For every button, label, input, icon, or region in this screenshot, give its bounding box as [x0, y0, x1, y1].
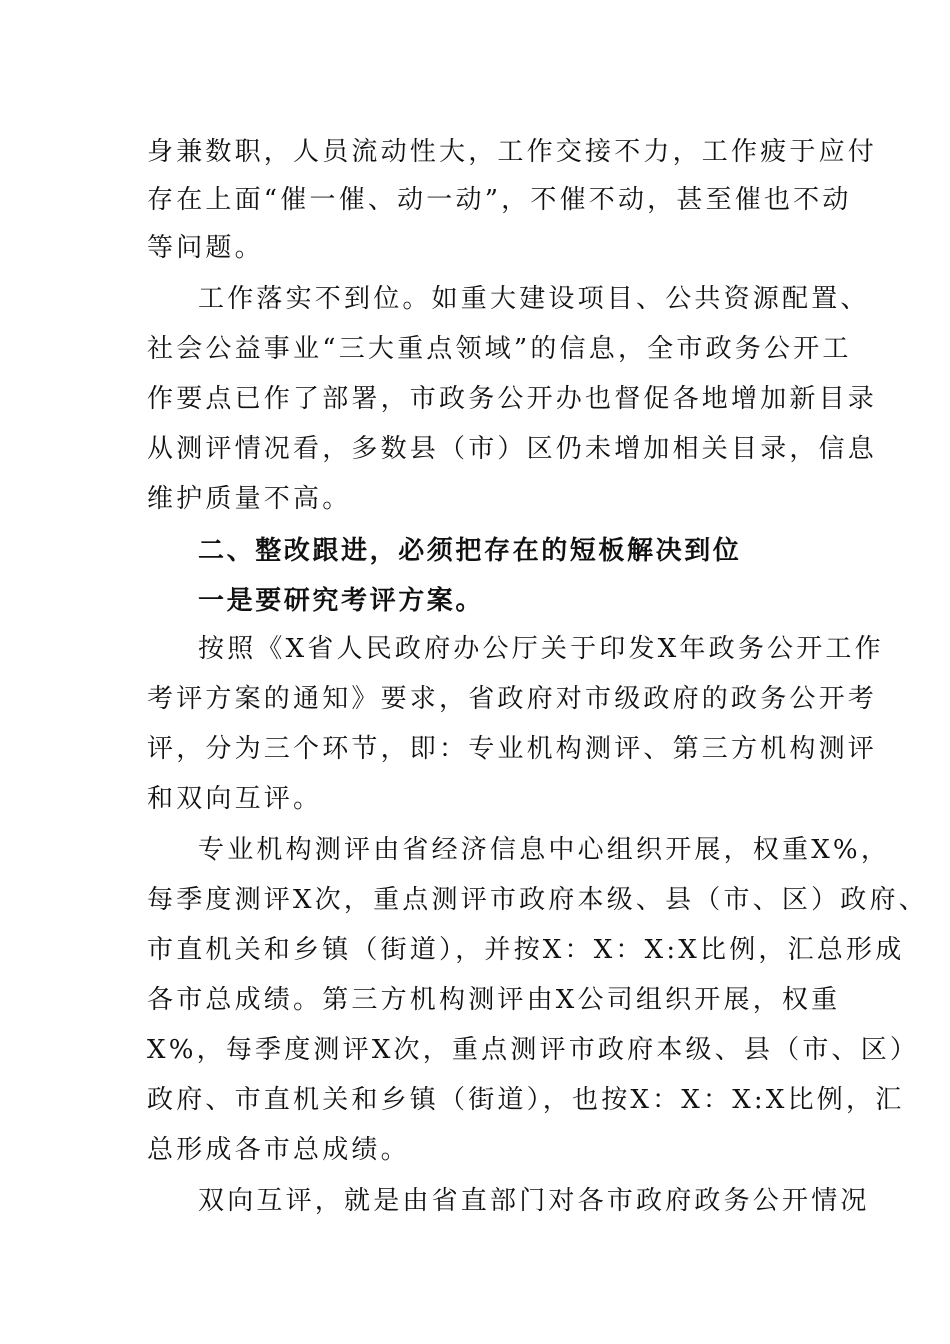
paragraph-start-line: 按照《X省人民政府办公厅关于印发X年政务公开工作: [198, 634, 884, 664]
text-line: 评，分为三个环节，即：专业机构测评、第三方机构测评: [147, 734, 878, 764]
sub-heading: 一是要研究考评方案。: [198, 586, 485, 616]
text-line: 考评方案的通知》要求，省政府对市级政府的政务公开考: [147, 684, 878, 714]
text-line: 社会公益事业“三大重点领域”的信息，全市政务公开工: [147, 334, 852, 364]
paragraph-start-line: 双向互评，就是由省直部门对各市政府政务公开情况: [198, 1186, 870, 1216]
text-line: 总形成各市总成绩。: [147, 1135, 410, 1165]
text-line: 作要点已作了部署，市政务公开办也督促各地增加新目录: [147, 384, 878, 414]
text-line: 存在上面“催一催、动一动”，不催不动，甚至催也不动: [147, 185, 852, 215]
text-line: 市直机关和乡镇（街道），并按X：X：X:X比例，汇总形成: [147, 935, 905, 965]
text-line: 身兼数职，人员流动性大，工作交接不力，工作疲于应付: [147, 137, 878, 167]
text-line: X%，每季度测评X次，重点测评市政府本级、县（市、区）: [147, 1035, 920, 1065]
paragraph-start-line: 专业机构测评由省经济信息中心组织开展，权重X%，: [198, 835, 891, 865]
text-line: 政府、市直机关和乡镇（街道），也按X：X：X:X比例，汇: [147, 1085, 905, 1115]
text-line: 维护质量不高。: [147, 484, 352, 514]
text-line: 各市总成绩。第三方机构测评由X公司组织开展，权重: [147, 985, 841, 1015]
text-line: 从测评情况看，多数县（市）区仍未增加相关目录，信息: [147, 434, 878, 464]
text-line: 每季度测评X次，重点测评市政府本级、县（市、区）政府、: [147, 885, 928, 915]
section-heading: 二、整改跟进，必须把存在的短板解决到位: [198, 536, 742, 566]
text-line: 等问题。: [147, 233, 264, 263]
text-line: 和双向互评。: [147, 784, 323, 814]
paragraph-start-line: 工作落实不到位。如重大建设项目、公共资源配置、: [198, 284, 870, 314]
